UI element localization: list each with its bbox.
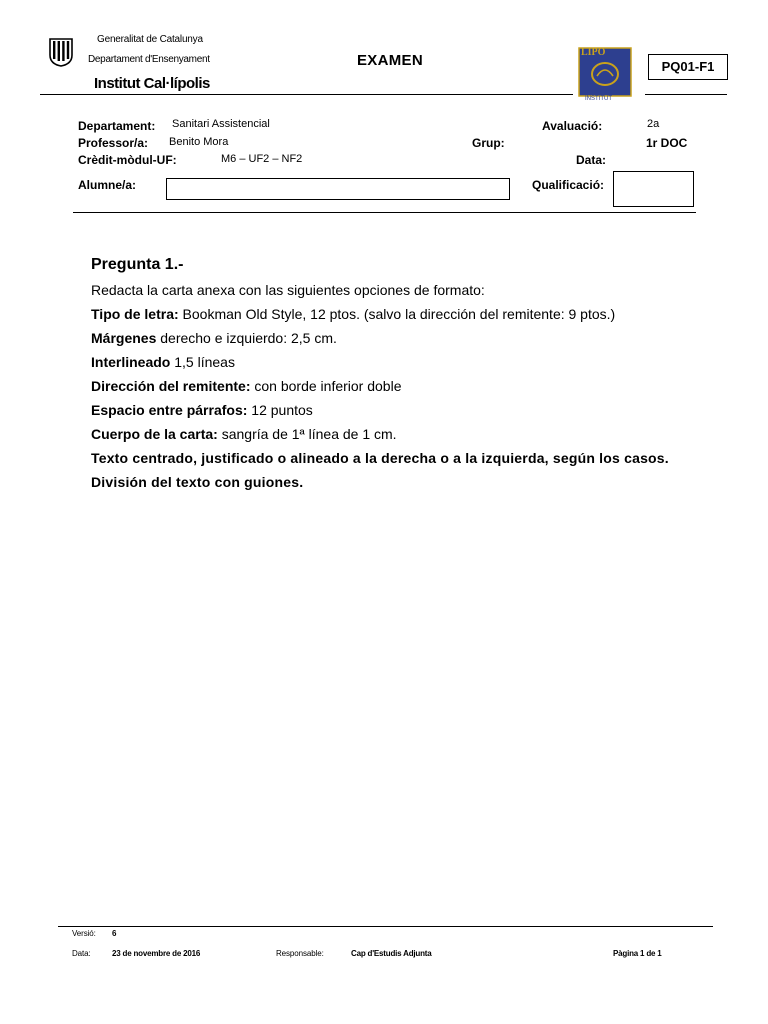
format-item-text: con borde inferior doble <box>250 378 402 394</box>
org-line-1: Generalitat de Catalunya <box>97 34 203 45</box>
footer-data-value: 23 de novembre de 2016 <box>112 949 201 958</box>
format-item <box>91 306 691 322</box>
data-label: Data: <box>576 153 607 167</box>
departament-value: Sanitari Assistencial <box>172 118 270 130</box>
alumne-field[interactable] <box>166 178 510 200</box>
question-title: Pregunta 1.- <box>91 256 184 273</box>
departament-label: Departament: <box>78 119 156 133</box>
avaluacio-label: Avaluació: <box>542 119 603 133</box>
credit-value: M6 – UF2 – NF2 <box>221 153 303 165</box>
alumne-label: Alumne/a: <box>78 178 137 192</box>
exam-title: EXAMEN <box>357 52 423 69</box>
format-item <box>91 378 691 394</box>
qualificacio-field[interactable] <box>613 171 694 207</box>
format-item <box>91 402 691 418</box>
format-item-label: Márgenes <box>91 330 157 346</box>
question-body <box>91 282 691 498</box>
institute-emblem-icon <box>575 42 637 102</box>
header-rule-right <box>645 94 727 95</box>
svg-text:LIPO: LIPO <box>581 47 606 58</box>
format-item-label: Tipo de letra: <box>91 306 179 322</box>
format-item <box>91 330 691 346</box>
format-item <box>91 426 691 442</box>
professor-label: Professor/a: <box>78 136 149 150</box>
format-item-label: Espacio entre párrafos: <box>91 402 248 418</box>
format-item-text: sangría de 1ª línea de 1 cm. <box>217 426 397 442</box>
question-intro: Redacta la carta anexa con las siguientes opciones de formato: <box>91 282 485 298</box>
grup-label: Grup: <box>472 136 505 150</box>
institute-name: Institut Cal·lípolis <box>94 75 210 92</box>
format-item-text: Bookman Old Style, 12 ptos. (salvo la dirección del remitente: 9 ptos.) <box>178 306 616 322</box>
footer-rule <box>58 926 713 927</box>
document-code: PQ01-F1 <box>648 54 728 80</box>
footer-responsable-label: Responsable: <box>276 949 324 958</box>
footer-page-number: Pàgina 1 de 1 <box>613 949 662 958</box>
header-rule <box>40 94 573 95</box>
generalitat-logo-icon <box>48 37 74 67</box>
format-item-text: 1,5 líneas <box>170 354 235 370</box>
format-item-text: derecho e izquierdo: 2,5 cm. <box>156 330 337 346</box>
footer-data-label: Data: <box>72 949 91 958</box>
format-item-label: Cuerpo de la carta: <box>91 426 218 442</box>
grup-value: 1r DOC <box>646 136 688 150</box>
svg-text:INSTITUT: INSTITUT <box>585 96 612 102</box>
footer-versio-value: 6 <box>112 929 117 938</box>
org-line-2: Departament d'Ensenyament <box>88 54 210 65</box>
format-item <box>91 354 691 370</box>
credit-label: Crèdit-mòdul-UF: <box>78 153 177 167</box>
footer-versio-label: Versió: <box>72 929 96 938</box>
professor-value: Benito Mora <box>169 136 229 148</box>
info-separator <box>73 212 696 213</box>
avaluacio-value: 2a <box>647 118 660 130</box>
alignment-instruction: Texto centrado, justificado o alineado a la derecha o a la izquierda, según los casos. <box>91 450 669 466</box>
qualificacio-label: Qualificació: <box>532 178 605 192</box>
hyphenation-instruction: División del texto con guiones. <box>91 474 304 490</box>
format-item-label: Dirección del remitente: <box>91 378 251 394</box>
footer-responsable-value: Cap d'Estudis Adjunta <box>351 949 432 958</box>
format-item-label: Interlineado <box>91 354 171 370</box>
format-item-text: 12 puntos <box>247 402 313 418</box>
